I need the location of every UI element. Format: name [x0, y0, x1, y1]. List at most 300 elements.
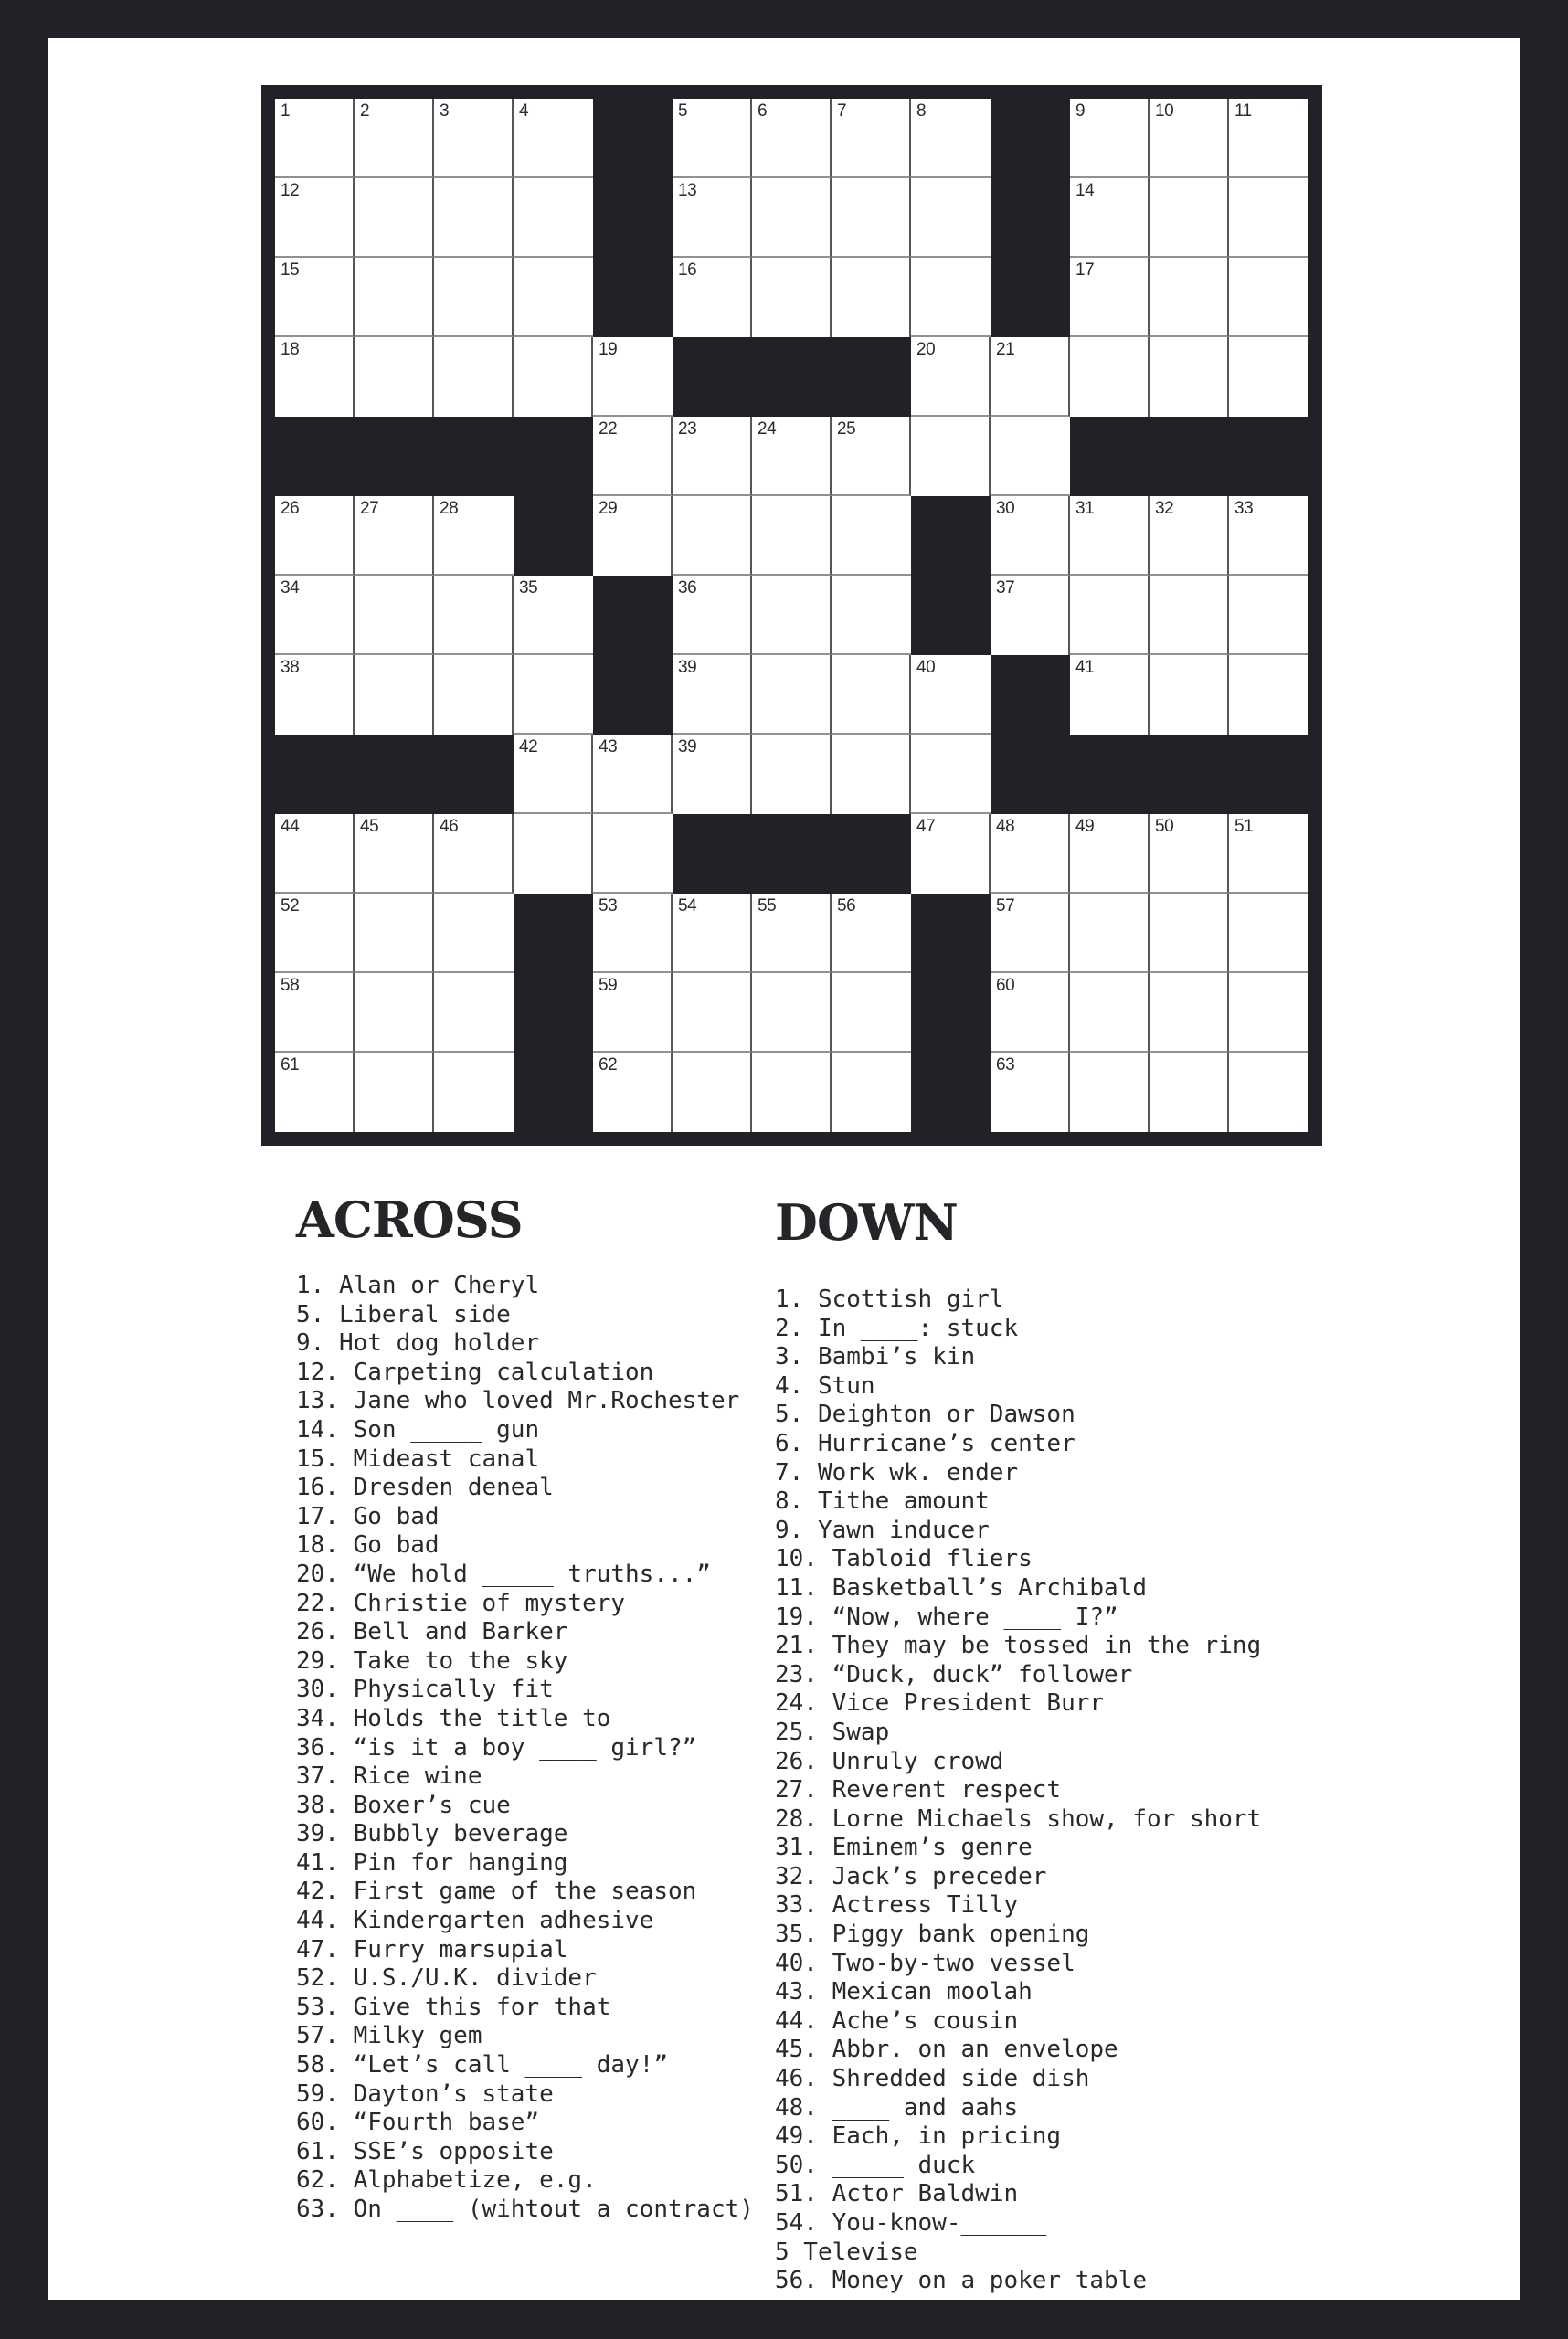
cell-number: 21 — [996, 340, 1015, 359]
letter-cell[interactable] — [355, 894, 434, 973]
letter-cell[interactable] — [911, 814, 991, 894]
down-clue: 7. Work wk. ender — [775, 1458, 1019, 1487]
cell-number: 13 — [678, 181, 697, 200]
cell-number: 18 — [281, 340, 300, 359]
letter-cell[interactable] — [911, 655, 991, 735]
across-clue: 53. Give this for that — [296, 1993, 611, 2021]
letter-cell[interactable] — [593, 1053, 673, 1132]
cell-number: 1 — [281, 101, 291, 121]
cell-number: 62 — [599, 1055, 618, 1074]
across-clue: 26. Bell and Barker — [296, 1618, 568, 1646]
down-clue: 46. Shredded side dish — [775, 2065, 1090, 2093]
letter-cell[interactable] — [434, 655, 514, 735]
letter-cell[interactable] — [911, 417, 991, 496]
across-clue: 41. Pin for hanging — [296, 1848, 568, 1877]
down-clue: 45. Abbr. on an envelope — [775, 2036, 1118, 2064]
down-clue: 19. “Now, where ____ I?” — [775, 1603, 1118, 1631]
down-clue: 27. Reverent respect — [775, 1776, 1062, 1805]
letter-cell[interactable] — [991, 417, 1070, 496]
cell-number: 46 — [440, 817, 459, 836]
cell-number: 47 — [916, 817, 936, 836]
across-clue: 58. “Let’s call ____ day!” — [296, 2051, 668, 2080]
black-cell — [355, 735, 434, 814]
letter-cell[interactable] — [355, 973, 434, 1053]
cell-number: 17 — [1075, 260, 1095, 280]
cell-number: 24 — [758, 419, 777, 439]
letter-cell[interactable] — [1150, 894, 1229, 973]
cell-number: 15 — [281, 260, 300, 280]
black-cell — [1070, 735, 1150, 814]
across-clue: 61. SSE’s opposite — [296, 2137, 554, 2165]
black-cell — [593, 655, 673, 735]
across-clue: 57. Milky gem — [296, 2022, 482, 2050]
letter-cell[interactable] — [832, 417, 911, 496]
letter-cell[interactable] — [275, 258, 355, 337]
cell-number: 8 — [916, 101, 927, 121]
across-clue: 14. Son _____ gun — [296, 1415, 540, 1444]
letter-cell[interactable] — [673, 894, 752, 973]
down-clue: 40. Two-by-two vessel — [775, 1949, 1075, 1977]
down-clue: 26. Unruly crowd — [775, 1747, 1004, 1775]
black-cell — [275, 735, 355, 814]
cell-number: 2 — [360, 101, 370, 121]
letter-cell[interactable] — [673, 1053, 752, 1132]
letter-cell[interactable] — [752, 99, 832, 178]
letter-cell[interactable] — [1070, 337, 1150, 417]
letter-cell[interactable] — [991, 894, 1070, 973]
across-clue: 63. On ____ (wihtout a contract) — [296, 2196, 754, 2223]
down-clue: 54. You-know-______ — [775, 2209, 1047, 2237]
letter-cell[interactable] — [1070, 576, 1150, 655]
letter-cell[interactable] — [275, 576, 355, 655]
letter-cell[interactable] — [1070, 973, 1150, 1053]
cell-number: 40 — [916, 658, 936, 677]
cell-number: 26 — [281, 499, 300, 518]
letter-cell[interactable] — [355, 258, 434, 337]
cell-number: 14 — [1075, 181, 1095, 200]
cell-number: 12 — [281, 181, 300, 200]
letter-cell[interactable] — [514, 814, 593, 894]
letter-cell[interactable] — [832, 973, 911, 1053]
letter-cell[interactable] — [1150, 576, 1229, 655]
letter-cell[interactable] — [355, 496, 434, 576]
cell-number: 32 — [1155, 499, 1174, 518]
across-clue: 13. Jane who loved Mr.Rochester — [296, 1387, 740, 1415]
letter-cell[interactable] — [832, 496, 911, 576]
black-cell — [911, 496, 991, 576]
across-clue: 44. Kindergarten adhesive — [296, 1907, 654, 1935]
cell-number: 9 — [1075, 101, 1086, 121]
letter-cell[interactable] — [673, 576, 752, 655]
cell-number: 56 — [837, 896, 856, 915]
black-cell — [434, 417, 514, 496]
cell-number: 39 — [678, 658, 697, 677]
letter-cell[interactable] — [752, 1053, 832, 1132]
black-cell — [911, 894, 991, 973]
letter-cell[interactable] — [752, 258, 832, 337]
black-cell — [991, 178, 1070, 258]
letter-cell[interactable] — [275, 337, 355, 417]
cell-number: 45 — [360, 817, 379, 836]
black-cell — [673, 337, 752, 417]
letter-cell[interactable] — [832, 894, 911, 973]
across-clue: 34. Holds the title to — [296, 1704, 611, 1732]
letter-cell[interactable] — [673, 496, 752, 576]
black-cell — [991, 735, 1070, 814]
black-cell — [275, 417, 355, 496]
cell-number: 11 — [1234, 101, 1252, 121]
cell-number: 22 — [599, 419, 618, 439]
down-clue: 5 Televise — [775, 2238, 918, 2266]
across-clue: 47. Furry marsupial — [296, 1935, 568, 1963]
letter-cell[interactable] — [1150, 99, 1229, 178]
cell-number: 61 — [281, 1055, 300, 1074]
crossword-grid — [275, 99, 1308, 1132]
letter-cell[interactable] — [514, 655, 593, 735]
across-clue: 12. Carpeting calculation — [296, 1358, 654, 1386]
across-clue: 9. Hot dog holder — [296, 1329, 540, 1358]
letter-cell[interactable] — [514, 337, 593, 417]
letter-cell[interactable] — [911, 337, 991, 417]
cell-number: 37 — [996, 578, 1015, 598]
letter-cell[interactable] — [1229, 258, 1308, 337]
cell-number: 25 — [837, 419, 856, 439]
letter-cell[interactable] — [434, 814, 514, 894]
cell-number: 53 — [599, 896, 618, 915]
black-cell — [514, 417, 593, 496]
across-clue: 62. Alphabetize, e.g. — [296, 2166, 597, 2195]
black-cell — [991, 258, 1070, 337]
black-cell — [832, 337, 911, 417]
across-clue: 29. Take to the sky — [296, 1646, 568, 1675]
cell-number: 30 — [996, 499, 1015, 518]
letter-cell[interactable] — [752, 576, 832, 655]
cell-number: 23 — [678, 419, 697, 439]
letter-cell[interactable] — [593, 973, 673, 1053]
letter-cell[interactable] — [991, 814, 1070, 894]
black-cell — [1150, 417, 1229, 496]
cell-number: 7 — [837, 101, 847, 121]
letter-cell[interactable] — [434, 99, 514, 178]
letter-cell[interactable] — [434, 337, 514, 417]
crossword-grid-frame — [261, 85, 1322, 1146]
cell-number: 29 — [599, 499, 618, 518]
letter-cell[interactable] — [991, 496, 1070, 576]
cell-number: 27 — [360, 499, 379, 518]
cell-number: 19 — [599, 340, 618, 359]
across-clue: 15. Mideast canal — [296, 1445, 540, 1473]
across-clue: 5. Liberal side — [296, 1300, 511, 1328]
across-clue: 18. Go bad — [296, 1531, 440, 1560]
cell-number: 44 — [281, 817, 300, 836]
across-clue: 36. “is it a boy ____ girl?” — [296, 1733, 697, 1762]
black-cell — [514, 496, 593, 576]
letter-cell[interactable] — [1229, 814, 1308, 894]
black-cell — [673, 814, 752, 894]
letter-cell[interactable] — [752, 496, 832, 576]
letter-cell[interactable] — [355, 178, 434, 258]
down-clue: 5. Deighton or Dawson — [775, 1401, 1075, 1429]
down-clue: 25. Swap — [775, 1718, 890, 1746]
black-cell — [1229, 735, 1308, 814]
cell-number: 58 — [281, 976, 300, 995]
down-clues-section — [775, 1195, 1261, 2296]
letter-cell[interactable] — [911, 735, 991, 814]
cell-number: 20 — [916, 340, 936, 359]
black-cell — [1070, 417, 1150, 496]
across-clue: 38. Boxer’s cue — [296, 1791, 511, 1819]
letter-cell[interactable] — [673, 417, 752, 496]
letter-cell[interactable] — [911, 99, 991, 178]
cell-number: 43 — [599, 737, 618, 757]
letter-cell[interactable] — [593, 735, 673, 814]
across-clue: 17. Go bad — [296, 1502, 440, 1530]
cell-number: 49 — [1075, 817, 1095, 836]
letter-cell[interactable] — [752, 735, 832, 814]
black-cell — [593, 258, 673, 337]
letter-cell[interactable] — [1150, 337, 1229, 417]
letter-cell[interactable] — [593, 337, 673, 417]
letter-cell[interactable] — [355, 99, 434, 178]
letter-cell[interactable] — [673, 973, 752, 1053]
letter-cell[interactable] — [514, 576, 593, 655]
down-clue: 35. Piggy bank opening — [775, 1921, 1090, 1949]
down-clue: 24. Vice President Burr — [775, 1689, 1105, 1718]
letter-cell[interactable] — [673, 178, 752, 258]
cell-number: 28 — [440, 499, 459, 518]
black-cell — [752, 814, 832, 894]
letter-cell[interactable] — [832, 1053, 911, 1132]
letter-cell[interactable] — [355, 337, 434, 417]
cell-number: 51 — [1234, 817, 1254, 836]
letter-cell[interactable] — [1070, 894, 1150, 973]
down-clue: 2. In ____: stuck — [775, 1314, 1019, 1342]
down-clue: 8. Tithe amount — [775, 1487, 990, 1516]
black-cell — [434, 735, 514, 814]
letter-cell[interactable] — [593, 814, 673, 894]
cell-number: 50 — [1155, 817, 1174, 836]
down-clue-list — [775, 1286, 1261, 2296]
letter-cell[interactable] — [434, 258, 514, 337]
cell-number: 3 — [440, 101, 450, 121]
letter-cell[interactable] — [673, 99, 752, 178]
letter-cell[interactable] — [1150, 258, 1229, 337]
letter-cell[interactable] — [1070, 99, 1150, 178]
cell-number: 33 — [1234, 499, 1254, 518]
down-clue: 43. Mexican moolah — [775, 1978, 1033, 2006]
letter-cell[interactable] — [752, 178, 832, 258]
cell-number: 59 — [599, 976, 618, 995]
letter-cell[interactable] — [434, 973, 514, 1053]
letter-cell[interactable] — [1150, 814, 1229, 894]
letter-cell[interactable] — [1150, 496, 1229, 576]
letter-cell[interactable] — [593, 417, 673, 496]
cell-number: 55 — [758, 896, 777, 915]
letter-cell[interactable] — [752, 973, 832, 1053]
down-clue: 51. Actor Baldwin — [775, 2180, 1019, 2208]
across-clue: 59. Dayton’s state — [296, 2080, 554, 2108]
cell-number: 39 — [678, 737, 697, 757]
letter-cell[interactable] — [275, 178, 355, 258]
letter-cell[interactable] — [1070, 178, 1150, 258]
cell-number: 4 — [519, 101, 529, 121]
across-clue: 30. Physically fit — [296, 1676, 554, 1704]
letter-cell[interactable] — [275, 973, 355, 1053]
letter-cell[interactable] — [991, 1053, 1070, 1132]
cell-number: 41 — [1075, 658, 1095, 677]
black-cell — [593, 99, 673, 178]
letter-cell[interactable] — [1229, 894, 1308, 973]
black-cell — [991, 655, 1070, 735]
cell-number: 36 — [678, 578, 697, 598]
down-clue: 49. Each, in pricing — [775, 2122, 1062, 2151]
black-cell — [355, 417, 434, 496]
letter-cell[interactable] — [434, 178, 514, 258]
letter-cell[interactable] — [911, 178, 991, 258]
across-clue: 60. “Fourth base” — [296, 2109, 540, 2137]
black-cell — [911, 973, 991, 1053]
letter-cell[interactable] — [355, 576, 434, 655]
letter-cell[interactable] — [832, 178, 911, 258]
letter-cell[interactable] — [991, 337, 1070, 417]
cell-number: 57 — [996, 896, 1015, 915]
black-cell — [514, 894, 593, 973]
across-clue: 16. Dresden deneal — [296, 1474, 554, 1502]
down-clue: 31. Eminem’s genre — [775, 1834, 1033, 1862]
down-clue: 4. Stun — [775, 1371, 875, 1400]
down-clue: 10. Tabloid fliers — [775, 1545, 1033, 1573]
letter-cell[interactable] — [1070, 814, 1150, 894]
letter-cell[interactable] — [1150, 178, 1229, 258]
letter-cell[interactable] — [514, 258, 593, 337]
cell-number: 52 — [281, 896, 300, 915]
letter-cell[interactable] — [752, 655, 832, 735]
down-clue: 48. ____ and aahs — [775, 2093, 1019, 2122]
down-title: DOWN — [775, 1193, 958, 1252]
down-clue: 44. Ache’s cousin — [775, 2006, 1019, 2035]
down-clue: 3. Bambi’s kin — [775, 1343, 976, 1371]
letter-cell[interactable] — [593, 894, 673, 973]
letter-cell[interactable] — [1150, 655, 1229, 735]
letter-cell[interactable] — [434, 576, 514, 655]
letter-cell[interactable] — [1070, 1053, 1150, 1132]
letter-cell[interactable] — [275, 99, 355, 178]
letter-cell[interactable] — [434, 1053, 514, 1132]
black-cell — [911, 1053, 991, 1132]
across-clue: 42. First game of the season — [296, 1878, 697, 1906]
letter-cell[interactable] — [514, 99, 593, 178]
letter-cell[interactable] — [275, 655, 355, 735]
letter-cell[interactable] — [673, 655, 752, 735]
letter-cell[interactable] — [911, 258, 991, 337]
across-clue: 39. Bubbly beverage — [296, 1820, 568, 1848]
cell-number: 34 — [281, 578, 300, 598]
letter-cell[interactable] — [832, 655, 911, 735]
cell-number: 31 — [1075, 499, 1095, 518]
letter-cell[interactable] — [1229, 1053, 1308, 1132]
letter-cell[interactable] — [434, 496, 514, 576]
letter-cell[interactable] — [355, 814, 434, 894]
letter-cell[interactable] — [275, 814, 355, 894]
letter-cell[interactable] — [1229, 496, 1308, 576]
black-cell — [593, 576, 673, 655]
letter-cell[interactable] — [514, 735, 593, 814]
down-clue: 33. Actress Tilly — [775, 1891, 1019, 1920]
letter-cell[interactable] — [832, 258, 911, 337]
letter-cell[interactable] — [275, 1053, 355, 1132]
letter-cell[interactable] — [1150, 973, 1229, 1053]
black-cell — [832, 814, 911, 894]
letter-cell[interactable] — [1229, 337, 1308, 417]
cell-number: 5 — [678, 101, 688, 121]
letter-cell[interactable] — [1070, 496, 1150, 576]
letter-cell[interactable] — [1229, 99, 1308, 178]
letter-cell[interactable] — [355, 1053, 434, 1132]
letter-cell[interactable] — [593, 496, 673, 576]
black-cell — [752, 337, 832, 417]
down-clue: 32. Jack’s preceder — [775, 1862, 1047, 1890]
letter-cell[interactable] — [355, 655, 434, 735]
cell-number: 42 — [519, 737, 538, 757]
letter-cell[interactable] — [1070, 655, 1150, 735]
letter-cell[interactable] — [991, 973, 1070, 1053]
across-clue-list — [296, 1272, 754, 2225]
paper-sheet — [48, 38, 1520, 2300]
cell-number: 6 — [758, 101, 768, 121]
cell-number: 60 — [996, 976, 1015, 995]
down-clue: 6. Hurricane’s center — [775, 1429, 1075, 1457]
letter-cell[interactable] — [1229, 576, 1308, 655]
down-clue: 9. Yawn inducer — [775, 1516, 990, 1544]
letter-cell[interactable] — [1150, 1053, 1229, 1132]
letter-cell[interactable] — [832, 735, 911, 814]
letter-cell[interactable] — [752, 417, 832, 496]
black-cell — [911, 576, 991, 655]
black-cell — [514, 973, 593, 1053]
across-clue: 52. U.S./U.K. divider — [296, 1964, 597, 1993]
down-clue: 21. They may be tossed in the ring — [775, 1632, 1262, 1660]
cell-number: 54 — [678, 896, 697, 915]
letter-cell[interactable] — [1070, 258, 1150, 337]
letter-cell[interactable] — [991, 576, 1070, 655]
letter-cell[interactable] — [1229, 973, 1308, 1053]
letter-cell[interactable] — [275, 894, 355, 973]
black-cell — [514, 1053, 593, 1132]
letter-cell[interactable] — [832, 99, 911, 178]
black-cell — [1150, 735, 1229, 814]
down-clue: 56. Money on a poker table — [775, 2267, 1147, 2295]
cell-number: 35 — [519, 578, 538, 598]
letter-cell[interactable] — [673, 258, 752, 337]
down-clue: 28. Lorne Michaels show, for short — [775, 1805, 1262, 1833]
letter-cell[interactable] — [1229, 655, 1308, 735]
down-clue: 23. “Duck, duck” follower — [775, 1660, 1133, 1688]
black-cell — [1229, 417, 1308, 496]
across-title: ACROSS — [296, 1191, 523, 1249]
cell-number: 38 — [281, 658, 300, 677]
down-clue: 11. Basketball’s Archibald — [775, 1573, 1147, 1602]
black-cell — [991, 99, 1070, 178]
letter-cell[interactable] — [832, 576, 911, 655]
letter-cell[interactable] — [514, 178, 593, 258]
down-clue: 1. Scottish girl — [775, 1286, 1004, 1313]
letter-cell[interactable] — [673, 735, 752, 814]
letter-cell[interactable] — [434, 894, 514, 973]
letter-cell[interactable] — [1229, 178, 1308, 258]
across-clue: 1. Alan or Cheryl — [296, 1272, 540, 1299]
letter-cell[interactable] — [752, 894, 832, 973]
letter-cell[interactable] — [275, 496, 355, 576]
